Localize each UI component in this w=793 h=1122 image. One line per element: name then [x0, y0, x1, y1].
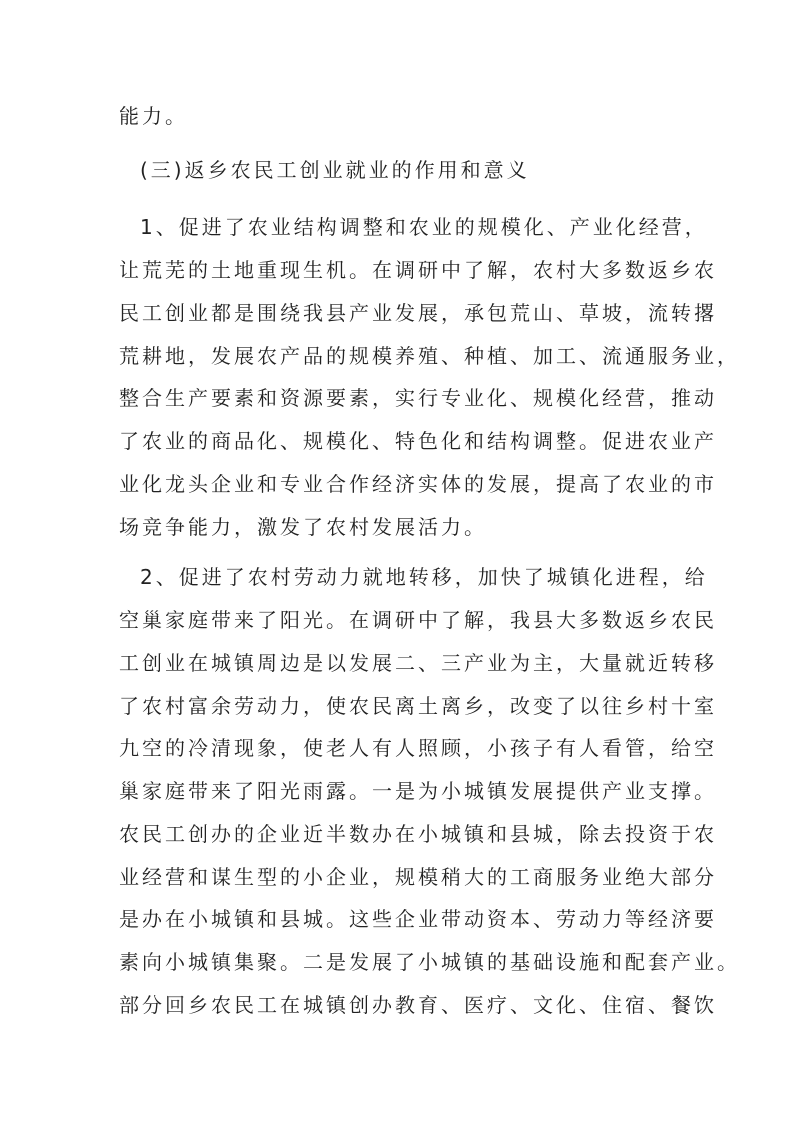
paragraph-line: 是办在小城镇和县城。这些企业带动资本、劳动力等经济要: [119, 907, 717, 931]
paragraph-line: 场竞争能力，激发了农村发展活力。: [119, 515, 487, 539]
section-heading: (三)返乡农民工创业就业的作用和意义: [140, 158, 530, 182]
paragraph-line: 巢家庭带来了阳光雨露。一是为小城镇发展提供产业支撑。: [119, 779, 717, 803]
paragraph-line: 业经营和谋生型的小企业，规模稍大的工商服务业绝大部分: [119, 865, 717, 889]
paragraph-line: 荒耕地，发展农产品的规模养殖、种植、加工、流通服务业，: [119, 344, 740, 368]
paragraph-line: 能力。: [119, 104, 188, 128]
paragraph-line: 2、促进了农村劳动力就地转移，加快了城镇化进程，给: [140, 565, 708, 589]
paragraph-line: 九空的冷清现象，使老人有人照顾，小孩子有人看管，给空: [119, 736, 717, 760]
paragraph-line: 了农村富余劳动力，使农民离土离乡，改变了以往乡村十室: [119, 694, 717, 718]
paragraph-line: 民工创业都是围绕我县产业发展，承包荒山、草坡，流转撂: [119, 301, 717, 325]
paragraph-line: 农民工创办的企业近半数办在小城镇和县城，除去投资于农: [119, 822, 717, 846]
paragraph-line: 部分回乡农民工在城镇创办教育、医疗、文化、住宿、餐饮: [119, 993, 717, 1017]
paragraph-line: 让荒芜的土地重现生机。在调研中了解，农村大多数返乡农: [119, 258, 717, 282]
paragraph-line: 1、促进了农业结构调整和农业的规模化、产业化经营，: [140, 215, 708, 239]
paragraph-line: 空巢家庭带来了阳光。在调研中了解，我县大多数返乡农民: [119, 608, 717, 632]
paragraph-line: 业化龙头企业和专业合作经济实体的发展，提高了农业的市: [119, 472, 717, 496]
paragraph-line: 整合生产要素和资源要素，实行专业化、规模化经营，推动: [119, 386, 717, 410]
paragraph-line: 工创业在城镇周边是以发展二、三产业为主，大量就近转移: [119, 651, 717, 675]
paragraph-line: 了农业的商品化、规模化、特色化和结构调整。促进农业产: [119, 429, 717, 453]
paragraph-line: 素向小城镇集聚。二是发展了小城镇的基础设施和配套产业。: [119, 950, 740, 974]
